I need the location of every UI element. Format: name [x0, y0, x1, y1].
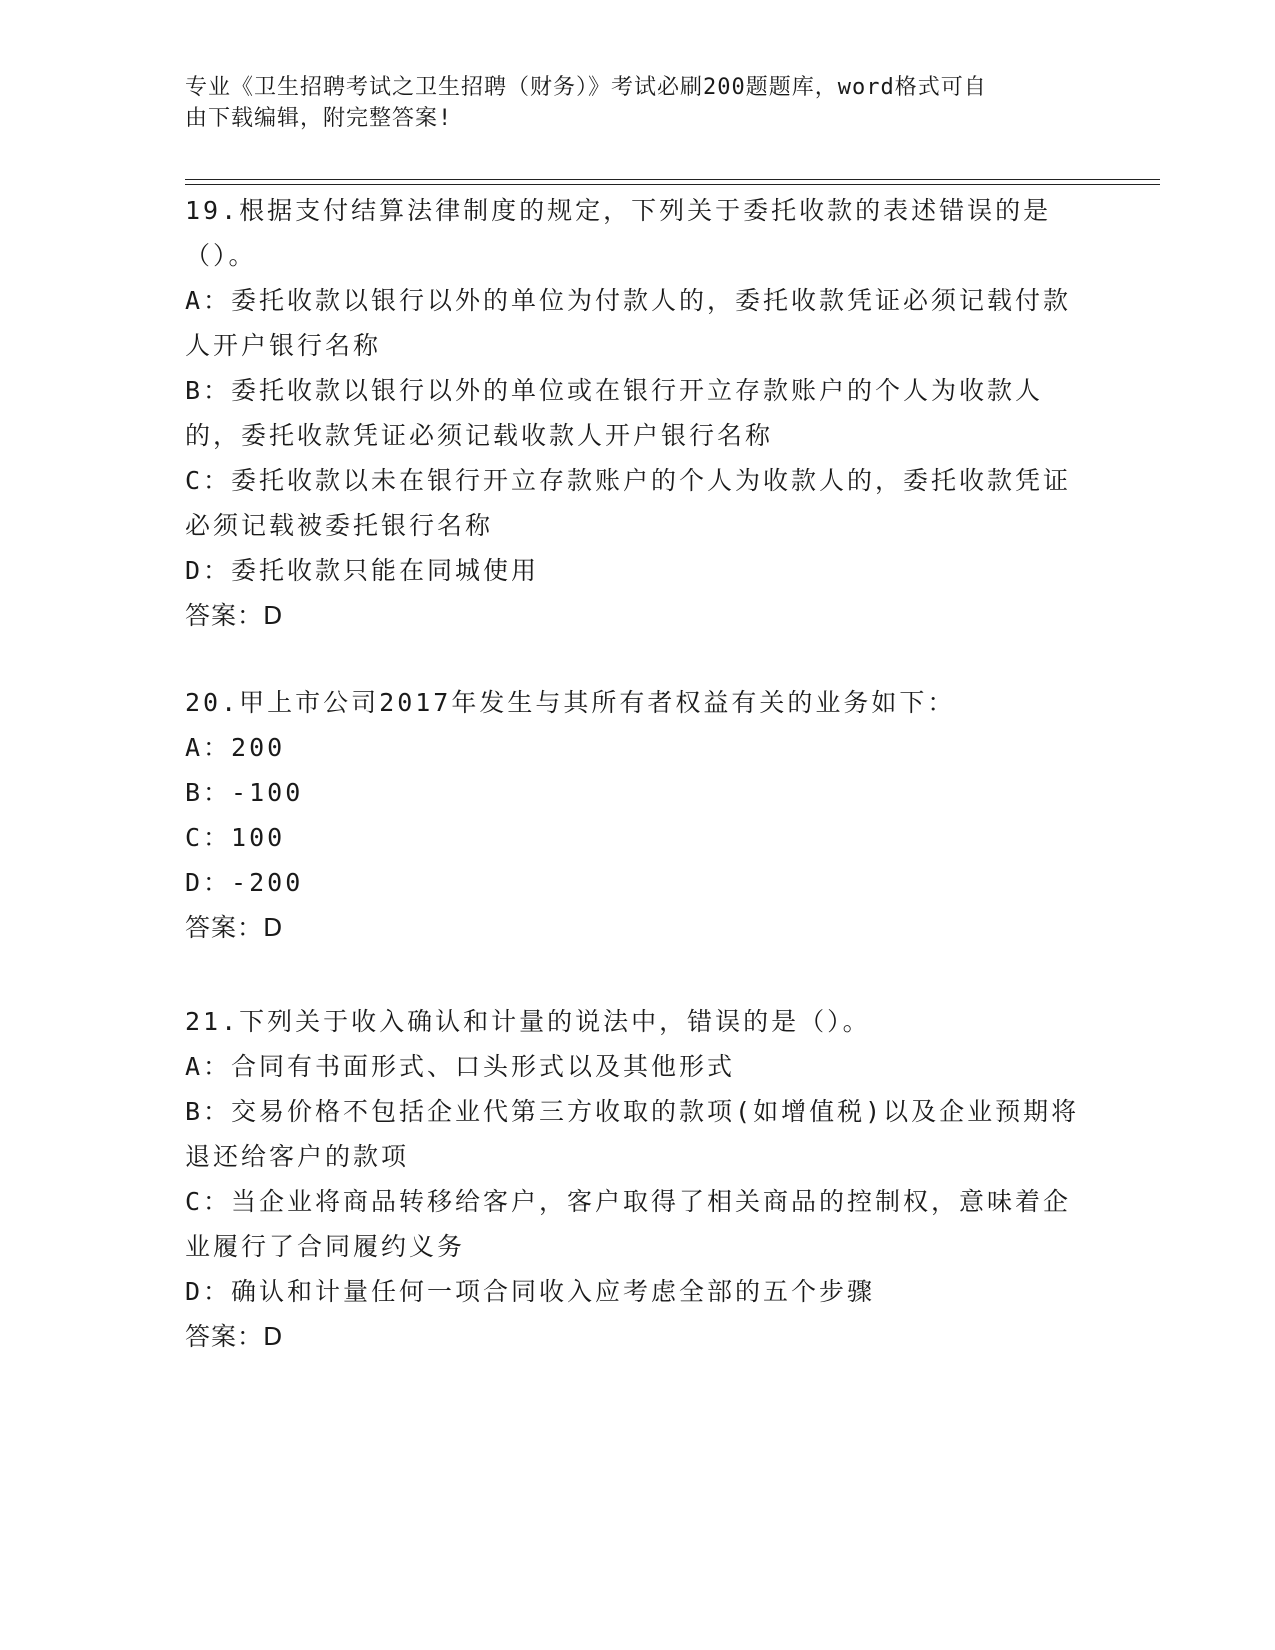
- option-a: A：200: [185, 733, 286, 762]
- header-divider-top: [185, 179, 1160, 180]
- option-d: D：确认和计量任何一项合同收入应考虑全部的五个步骤: [185, 1277, 876, 1306]
- option-a: A：合同有书面形式、口头形式以及其他形式: [185, 1052, 736, 1081]
- option-d: D：-200: [185, 868, 304, 897]
- question-20: [185, 680, 1080, 950]
- option-c: C：100: [185, 823, 286, 852]
- question-stem: 21.下列关于收入确认和计量的说法中，错误的是（）。: [185, 1007, 871, 1036]
- question-19: [185, 188, 1080, 638]
- answer: 答案：D: [185, 1322, 284, 1351]
- option-a: A：委托收款以银行以外的单位为付款人的，委托收款凭证必须记载付款人开户银行名称: [185, 286, 1072, 360]
- option-c: C：当企业将商品转移给客户，客户取得了相关商品的控制权，意味着企业履行了合同履约义务: [185, 1187, 1072, 1261]
- answer: 答案：D: [185, 601, 284, 630]
- question-stem: 19.根据支付结算法律制度的规定，下列关于委托收款的表述错误的是（）。: [185, 196, 1052, 270]
- option-b: B：委托收款以银行以外的单位或在银行开立存款账户的个人为收款人的，委托收款凭证必须记载收款人开户银行名称: [185, 376, 1044, 450]
- header-divider-bottom: [185, 184, 1160, 185]
- header-line-1: 专业《卫生招聘考试之卫生招聘（财务）》考试必刷200题题库，word格式可自: [185, 75, 987, 100]
- document-header: [185, 72, 1065, 134]
- option-d: D：委托收款只能在同城使用: [185, 556, 540, 585]
- option-b: B：交易价格不包括企业代第三方收取的款项(如增值税)以及企业预期将退还给客户的款项: [185, 1097, 1080, 1171]
- question-stem: 20.甲上市公司2017年发生与其所有者权益有关的业务如下：: [185, 688, 956, 717]
- option-b: B：-100: [185, 778, 304, 807]
- option-c: C：委托收款以未在银行开立存款账户的个人为收款人的，委托收款凭证必须记载被委托银行名称: [185, 466, 1072, 540]
- question-21: [185, 999, 1080, 1359]
- answer: 答案：D: [185, 913, 284, 942]
- header-line-2: 由下载编辑，附完整答案!: [185, 106, 453, 131]
